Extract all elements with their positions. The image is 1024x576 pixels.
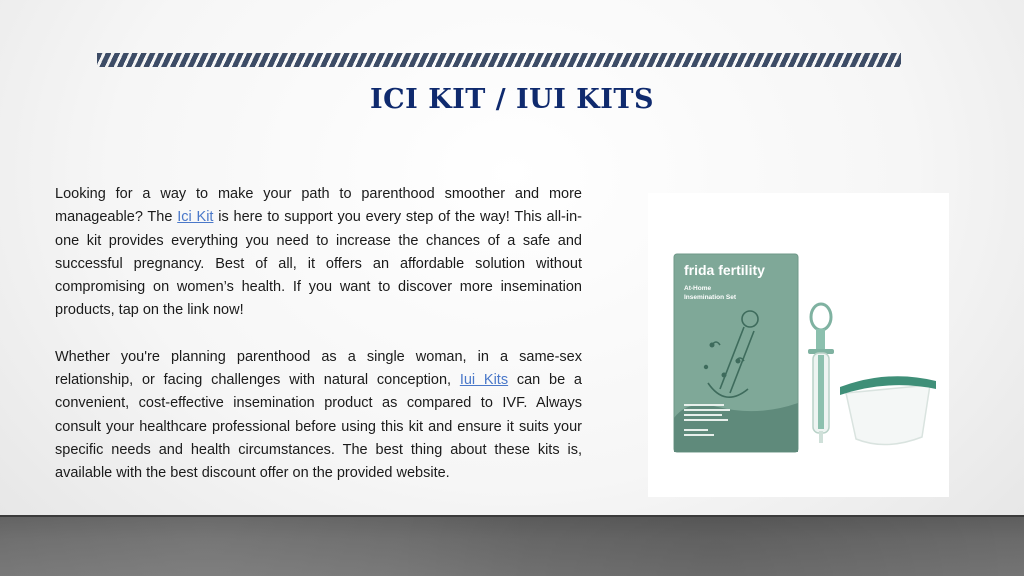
ici-kit-link[interactable]: Ici Kit <box>177 209 214 226</box>
product-line-1: At-Home <box>684 285 712 292</box>
concrete-floor-band <box>0 515 1024 576</box>
iui-kits-link[interactable]: Iui Kits <box>459 372 509 389</box>
product-brand-label: frida fertility <box>684 262 765 278</box>
body-text <box>55 183 582 486</box>
slide-title: ICI KIT / IUI KITS <box>370 84 654 115</box>
paragraph-iui-lead: Whether you're planning parenthood as a single woman, in a same-sex relationship, or facing challenges with natural conception, <box>55 348 582 389</box>
product-line-2: Insemination Set <box>684 294 737 301</box>
paragraph-intro-rest: is here to support you every step of the way! This all-in-one kit provides everything you need to increase the chances of a safe and successful pregnancy. Best of all, it offers an affordable solution without compromising on women’s health. If you want to discover more insemination products, tap on the link now! <box>55 209 582 319</box>
paragraph-intro-lead: Looking for a way to make your path to parenthood smoother and more manageable? The <box>55 186 582 226</box>
decorative-stripe-bar <box>97 53 901 67</box>
syringe <box>808 304 834 443</box>
product-image <box>648 193 949 497</box>
paragraph-iui <box>55 346 582 486</box>
collection-cup <box>840 376 936 444</box>
paragraph-intro <box>55 183 582 323</box>
paragraph-iui-rest: can be a convenient, cost-effective insemination product as compared to IVF. Always consult your healthcare professional before using this kit and ensure it suits your specific needs and health circumstances. The best thing about these kits is, available with the best discount offer on the provided website. <box>55 372 582 482</box>
product-photo-illustration <box>648 193 949 497</box>
